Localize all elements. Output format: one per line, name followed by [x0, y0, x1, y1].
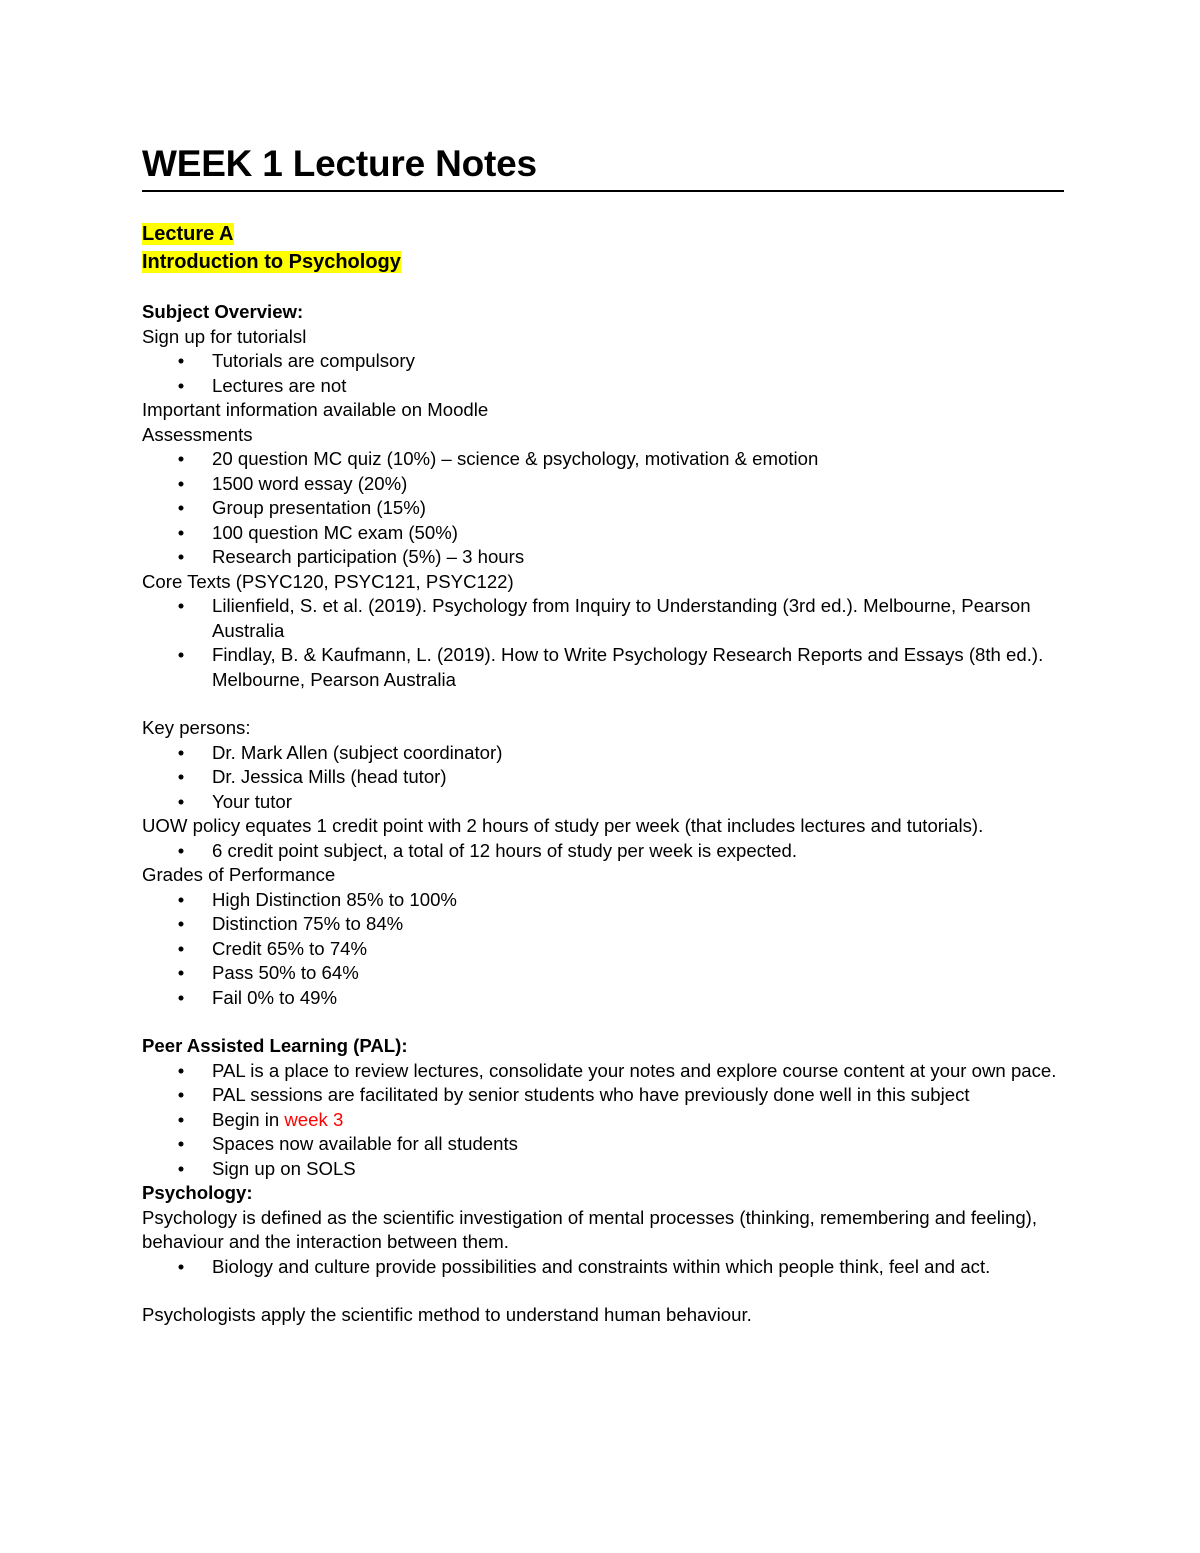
list-item: • Research participation (5%) – 3 hours — [142, 545, 1064, 570]
list-item: • Begin in week 3 — [142, 1108, 1064, 1133]
bullet-icon: • — [177, 374, 185, 396]
list-item: • Dr. Mark Allen (subject coordinator) — [142, 741, 1064, 766]
list-item: • Your tutor — [142, 790, 1064, 815]
bullet-icon: • — [177, 546, 185, 567]
document-page — [142, 140, 1064, 1328]
key-persons-list — [142, 741, 1064, 815]
psychology-heading: Psychology: — [142, 1182, 253, 1203]
bullet-icon: • — [177, 1084, 185, 1105]
bullet-icon: • — [177, 913, 185, 934]
list-item: • Group presentation (15%) — [142, 496, 1064, 521]
spacer — [142, 1010, 1064, 1034]
list-item: • 20 question MC quiz (10%) – science & psychology, motivation & emotion — [142, 447, 1064, 472]
list-item: • Sign up on SOLS — [142, 1157, 1064, 1182]
list-item: • PAL is a place to review lectures, consolidate your notes and explore course content at your own pace. — [142, 1059, 1064, 1084]
core-texts-list — [142, 594, 1064, 692]
document-title: WEEK 1 Lecture Notes — [142, 140, 1064, 192]
bullet-icon: • — [177, 448, 185, 469]
list-item: • Biology and culture provide possibilities and constraints within which people think, feel and act. — [142, 1255, 1064, 1280]
spacer — [142, 1279, 1064, 1303]
bullet-icon: • — [177, 1157, 185, 1179]
bullet-icon: • — [177, 472, 185, 494]
signup-text: Sign up for tutorialsl — [142, 325, 307, 347]
bullet-icon: • — [177, 790, 185, 812]
closing-statement: Psychologists apply the scientific method to understand human behaviour. — [142, 1304, 752, 1325]
list-item: • Lectures are not — [142, 374, 1064, 399]
bullet-icon: • — [177, 1059, 185, 1081]
spacer — [142, 276, 1064, 300]
psychology-list — [142, 1255, 1064, 1280]
bullet-icon: • — [177, 497, 185, 518]
policy-list — [142, 839, 1064, 864]
bullet-icon: • — [177, 1255, 185, 1277]
list-item: • High Distinction 85% to 100% — [142, 888, 1064, 913]
bullet-icon: • — [177, 350, 185, 371]
bullet-icon: • — [177, 962, 185, 983]
bullet-icon: • — [177, 839, 185, 861]
signup-list — [142, 349, 1064, 398]
bullet-icon: • — [177, 521, 185, 543]
bullet-icon: • — [177, 1108, 185, 1130]
list-item: • Credit 65% to 74% — [142, 937, 1064, 962]
core-texts-label: Core Texts (PSYC120, PSYC121, PSYC122) — [142, 570, 514, 592]
lecture-heading — [142, 220, 1064, 276]
pal-list — [142, 1059, 1064, 1182]
bullet-icon: • — [177, 595, 185, 616]
list-item: • Fail 0% to 49% — [142, 986, 1064, 1011]
bullet-icon: • — [177, 937, 185, 959]
psychology-definition: Psychology is defined as the scientific investigation of mental processes (thinking, remembering and feeling), behaviour and the interaction between them. — [142, 1206, 1038, 1252]
bullet-icon: • — [177, 766, 185, 787]
list-item: • Findlay, B. & Kaufmann, L. (2019). How to Write Psychology Research Reports and Essays (8th ed.). Melbourne, Pearson Australia — [142, 643, 1064, 692]
subject-overview-heading: Subject Overview: — [142, 301, 304, 322]
policy-text: UOW policy equates 1 credit point with 2 hours of study per week (that includes lectures and tutorials). — [142, 815, 984, 836]
list-item: • 6 credit point subject, a total of 12 hours of study per week is expected. — [142, 839, 1064, 864]
list-item: • Lilienfield, S. et al. (2019). Psychology from Inquiry to Understanding (3rd ed.). Melbourne, Pearson Australia — [142, 594, 1064, 643]
list-item: • Distinction 75% to 84% — [142, 912, 1064, 937]
moodle-text: Important information available on Moodle — [142, 399, 489, 420]
week-highlight: week 3 — [284, 1108, 344, 1130]
list-item: • Tutorials are compulsory — [142, 349, 1064, 374]
lecture-label: Lecture A — [142, 223, 234, 245]
lecture-topic: Introduction to Psychology — [142, 251, 401, 273]
grades-list — [142, 888, 1064, 1011]
list-item: • Dr. Jessica Mills (head tutor) — [142, 765, 1064, 790]
bullet-icon: • — [177, 986, 185, 1008]
assessments-label: Assessments — [142, 423, 253, 445]
grades-label: Grades of Performance — [142, 864, 336, 885]
assessments-list — [142, 447, 1064, 570]
spacer — [142, 692, 1064, 716]
bullet-icon: • — [177, 1133, 185, 1154]
list-item: • 1500 word essay (20%) — [142, 472, 1064, 497]
bullet-icon: • — [177, 741, 185, 763]
list-item: • Pass 50% to 64% — [142, 961, 1064, 986]
key-persons-label: Key persons: — [142, 717, 251, 738]
list-item: • Spaces now available for all students — [142, 1132, 1064, 1157]
bullet-icon: • — [177, 644, 185, 665]
pal-heading: Peer Assisted Learning (PAL): — [142, 1035, 408, 1056]
bullet-icon: • — [177, 888, 185, 910]
list-item: • PAL sessions are facilitated by senior students who have previously done well in this subject — [142, 1083, 1064, 1108]
list-item: • 100 question MC exam (50%) — [142, 521, 1064, 546]
